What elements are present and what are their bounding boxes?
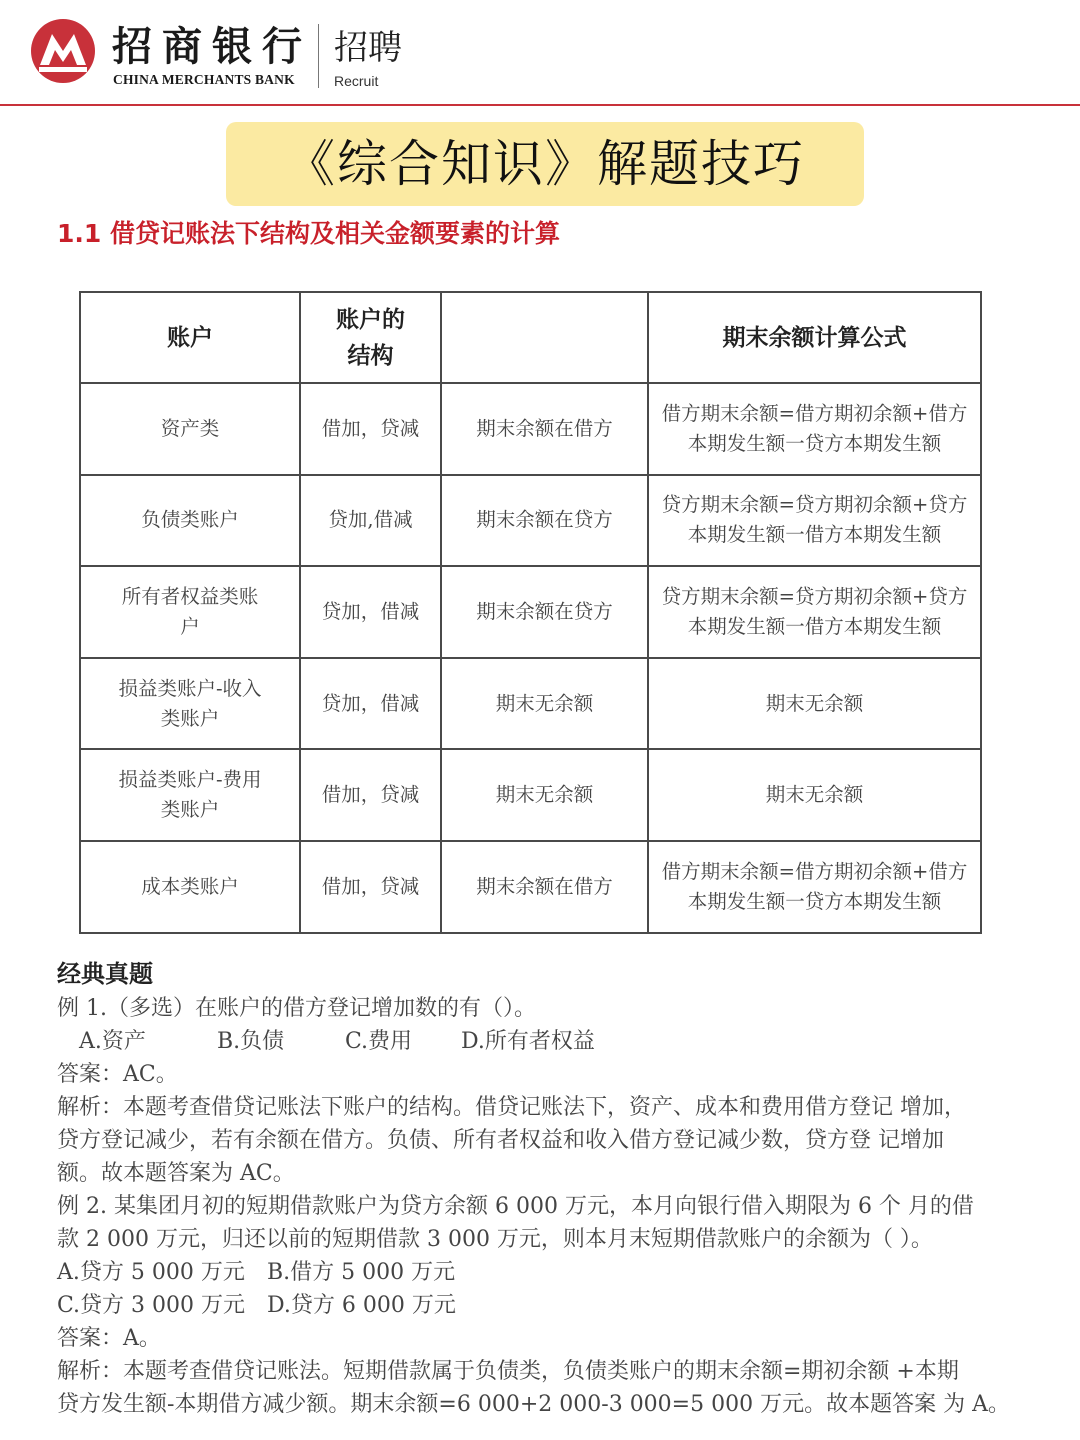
q1-answer: 答案：AC。 bbox=[57, 1062, 178, 1087]
table-header-row bbox=[80, 292, 981, 383]
bank-name-en: CHINA MERCHANTS BANK bbox=[113, 72, 295, 87]
table-cell: 所有者权益类账 户 bbox=[80, 566, 300, 658]
q1-stem: 例 1.（多选）在账户的借方登记增加数的有（）。 bbox=[57, 996, 536, 1021]
table-cell: 借加，贷减 bbox=[300, 749, 441, 841]
table-cell: 贷加,借减 bbox=[300, 475, 441, 567]
questions-section bbox=[57, 956, 1017, 1421]
table-cell: 期末余额在贷方 bbox=[441, 566, 648, 658]
table-row bbox=[80, 658, 981, 750]
q1-options bbox=[57, 1025, 1017, 1058]
table-header-cell: 账户的 结构 bbox=[300, 292, 441, 383]
q2-option: A.贷方 5 000 万元 bbox=[57, 1260, 245, 1285]
q2-option: D.贷方 6 000 万元 bbox=[267, 1293, 456, 1318]
section-title: 1.1 借贷记账法下结构及相关金额要素的计算 bbox=[57, 219, 560, 248]
table-cell: 期末无余额 bbox=[441, 749, 648, 841]
table-row bbox=[80, 749, 981, 841]
q2-option: C.贷方 3 000 万元 bbox=[57, 1293, 246, 1318]
table-cell: 期末无余额 bbox=[441, 658, 648, 750]
table-cell: 贷方期末余额=贷方期初余额+贷方 本期发生额一借方本期发生额 bbox=[648, 566, 981, 658]
table-cell: 贷加，借减 bbox=[300, 566, 441, 658]
page-title-banner: 《综合知识》解题技巧 bbox=[226, 122, 864, 206]
q1-analysis-line: 额。故本题答案为 AC。 bbox=[57, 1161, 295, 1186]
table-cell: 贷加，借减 bbox=[300, 658, 441, 750]
questions-heading: 经典真题 bbox=[57, 960, 153, 988]
table-cell: 成本类账户 bbox=[80, 841, 300, 933]
table-cell: 损益类账户-收入 类账户 bbox=[80, 658, 300, 750]
header-rule bbox=[0, 104, 1080, 106]
q1-option: B.负债 bbox=[217, 1029, 285, 1054]
q1-analysis-line: 贷方登记减少，若有余额在借方。负债、所有者权益和收入借方登记减少数，贷方登 记增加 bbox=[57, 1128, 944, 1153]
table-row bbox=[80, 383, 981, 475]
q1-option: C.费用 bbox=[345, 1029, 413, 1054]
table-cell: 期末无余额 bbox=[648, 749, 981, 841]
table-header-cell: 期末余额计算公式 bbox=[648, 292, 981, 383]
q2-stem-line: 款 2 000 万元，归还以前的短期借款 3 000 万元，则本月末短期借款账户的余额为（ ）。 bbox=[57, 1227, 933, 1252]
table-cell: 贷方期末余额=贷方期初余额+贷方 本期发生额一借方本期发生额 bbox=[648, 475, 981, 567]
q1-analysis-line: 解析：本题考查借贷记账法下账户的结构。借贷记账法下，资产、成本和费用借方登记 增加， bbox=[57, 1095, 966, 1120]
table-cell: 资产类 bbox=[80, 383, 300, 475]
bank-logo-icon bbox=[30, 18, 96, 84]
table-header-cell: 账户 bbox=[80, 292, 300, 383]
q2-analysis-line: 解析：本题考查借贷记账法。短期借款属于负债类，负债类账户的期末余额=期初余额 +本期 bbox=[57, 1359, 959, 1384]
q1-option: A.资产 bbox=[79, 1029, 146, 1054]
table-cell: 期末余额在借方 bbox=[441, 841, 648, 933]
recruit-label-cn: 招聘 bbox=[334, 28, 402, 68]
table-row bbox=[80, 566, 981, 658]
q2-answer: 答案：A。 bbox=[57, 1326, 161, 1351]
table-cell: 借加，贷减 bbox=[300, 383, 441, 475]
q2-options bbox=[57, 1289, 1017, 1322]
table-cell: 借方期末余额=借方期初余额+借方 本期发生额一贷方本期发生额 bbox=[648, 841, 981, 933]
header-divider bbox=[318, 24, 319, 88]
q2-analysis-line: 贷方发生额-本期借方减少额。期末余额=6 000+2 000-3 000=5 000 万元。故本题答案 为 A。 bbox=[57, 1392, 1010, 1417]
table-row bbox=[80, 841, 981, 933]
table-cell: 期末余额在贷方 bbox=[441, 475, 648, 567]
q2-option: B.借方 5 000 万元 bbox=[267, 1260, 456, 1285]
recruit-label-en: Recruit bbox=[334, 73, 379, 89]
table-header-cell bbox=[441, 292, 648, 383]
table-cell: 负债类账户 bbox=[80, 475, 300, 567]
bank-name-cn: 招商银行 bbox=[112, 24, 312, 70]
q1-option: D.所有者权益 bbox=[461, 1029, 595, 1054]
table-cell: 借加，贷减 bbox=[300, 841, 441, 933]
account-structure-table bbox=[79, 291, 982, 934]
q2-stem-line: 例 2. 某集团月初的短期借款账户为贷方余额 6 000 万元，本月向银行借入期限为 6 个 月的借 bbox=[57, 1194, 974, 1219]
table-cell: 期末余额在借方 bbox=[441, 383, 648, 475]
q2-options bbox=[57, 1256, 1017, 1289]
page-header bbox=[0, 0, 1080, 106]
table-row bbox=[80, 475, 981, 567]
table-cell: 期末无余额 bbox=[648, 658, 981, 750]
table-cell: 借方期末余额=借方期初余额+借方 本期发生额一贷方本期发生额 bbox=[648, 383, 981, 475]
table-cell: 损益类账户-费用 类账户 bbox=[80, 749, 300, 841]
